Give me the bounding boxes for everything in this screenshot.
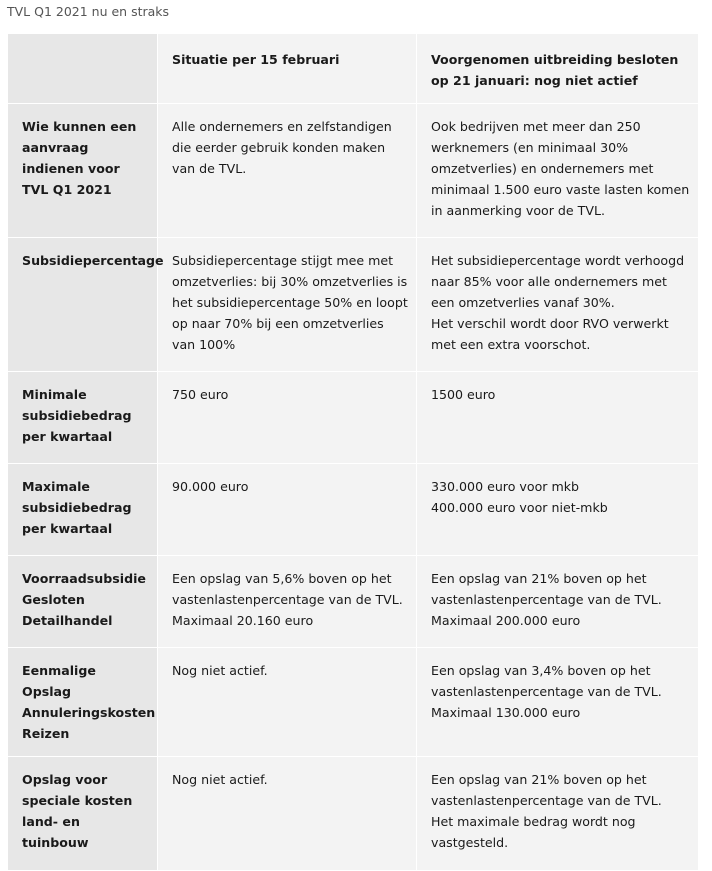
row-label: Maximale subsidiebedrag per kwartaal <box>8 464 158 556</box>
cell-line: Een opslag van 5,6% boven op het vastenlastenpercentage van de TVL. <box>172 571 403 607</box>
cell-line: Subsidiepercentage stijgt mee met omzetverlies: bij 30% omzetverlies is het subsidiepercentage 50% en loopt op naar 70% bij een omzetverlies van 100% <box>172 253 408 352</box>
cell-planned-expansion <box>417 556 699 648</box>
cell-line: Ook bedrijven met meer dan 250 werknemers (en minimaal 30% omzetverlies) en ondernemers met minimaal 1.500 euro vaste lasten komen in aanmerking voor de TVL. <box>431 119 690 218</box>
header-current-situation: Situatie per 15 februari <box>158 34 417 104</box>
cell-current-situation <box>158 648 417 757</box>
row-label: Minimale subsidiebedrag per kwartaal <box>8 372 158 464</box>
row-label: Subsidiepercentage <box>8 238 158 372</box>
table-row <box>8 238 699 372</box>
row-label: Wie kunnen een aanvraag indienen voor TVL Q1 2021 <box>8 104 158 238</box>
cell-line: Alle ondernemers en zelfstandigen die eerder gebruik konden maken van de TVL. <box>172 119 392 176</box>
table-row <box>8 372 699 464</box>
table-caption: TVL Q1 2021 nu en straks <box>7 4 170 19</box>
table-row <box>8 757 699 871</box>
cell-line: Een opslag van 3,4% boven op het vastenlastenpercentage van de TVL. <box>431 663 662 699</box>
header-corner <box>8 34 158 104</box>
cell-planned-expansion <box>417 104 699 238</box>
cell-current-situation <box>158 556 417 648</box>
cell-line: 1500 euro <box>431 387 496 402</box>
cell-planned-expansion <box>417 464 699 556</box>
cell-current-situation <box>158 104 417 238</box>
cell-planned-expansion <box>417 238 699 372</box>
table-row <box>8 464 699 556</box>
cell-line: Nog niet actief. <box>172 663 268 678</box>
table-row <box>8 648 699 757</box>
cell-line: Het maximale bedrag wordt nog vastgesteld. <box>431 814 636 850</box>
cell-current-situation <box>158 372 417 464</box>
table-row <box>8 104 699 238</box>
row-label: Opslag voor speciale kosten land- en tuinbouw <box>8 757 158 871</box>
cell-current-situation <box>158 757 417 871</box>
cell-current-situation <box>158 464 417 556</box>
cell-line: 400.000 euro voor niet-mkb <box>431 500 608 515</box>
cell-line: Maximaal 200.000 euro <box>431 613 581 628</box>
tvl-comparison-table <box>7 33 699 871</box>
cell-line: 90.000 euro <box>172 479 249 494</box>
header-planned-expansion: Voorgenomen uitbreiding besloten op 21 januari: nog niet actief <box>417 34 699 104</box>
cell-line: Maximaal 20.160 euro <box>172 613 314 628</box>
cell-line: Een opslag van 21% boven op het vastenlastenpercentage van de TVL. <box>431 772 662 808</box>
cell-line: 330.000 euro voor mkb <box>431 479 580 494</box>
cell-planned-expansion <box>417 757 699 871</box>
table-header-row <box>8 34 699 104</box>
cell-current-situation <box>158 238 417 372</box>
cell-line: Het subsidiepercentage wordt verhoogd naar 85% voor alle ondernemers met een omzetverlies vanaf 30%. <box>431 253 685 310</box>
row-label: Voorraadsubsidie Gesloten Detailhandel <box>8 556 158 648</box>
cell-line: 750 euro <box>172 387 229 402</box>
cell-line: Maximaal 130.000 euro <box>431 705 581 720</box>
cell-line: Nog niet actief. <box>172 772 268 787</box>
cell-line: Een opslag van 21% boven op het vastenlastenpercentage van de TVL. <box>431 571 662 607</box>
cell-line: Het verschil wordt door RVO verwerkt met een extra voorschot. <box>431 316 669 352</box>
table-row <box>8 556 699 648</box>
cell-planned-expansion <box>417 648 699 757</box>
cell-planned-expansion <box>417 372 699 464</box>
row-label: Eenmalige Opslag Annuleringskosten Reizen <box>8 648 158 757</box>
